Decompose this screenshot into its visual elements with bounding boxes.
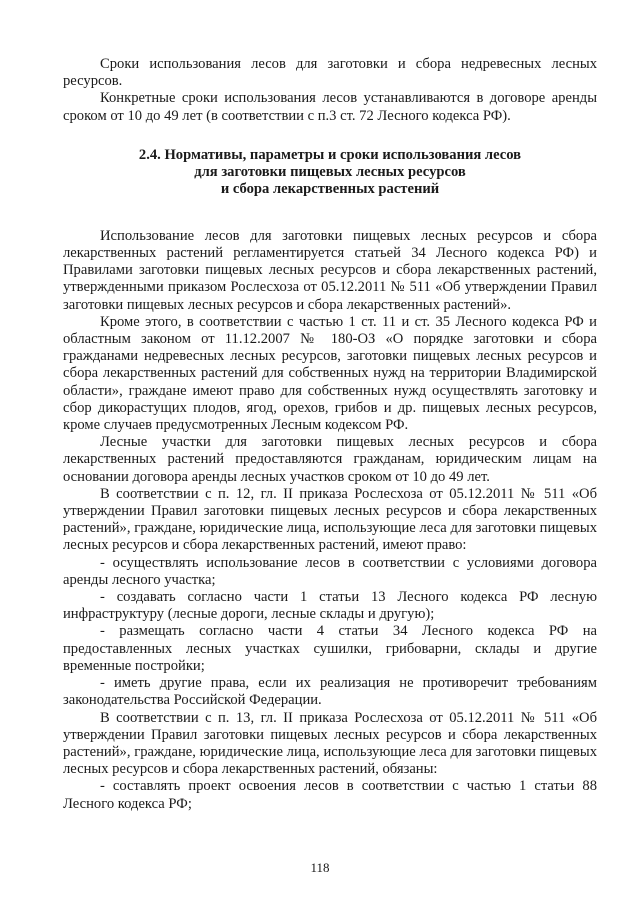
list-item-obligation-1: - составлять проект освоения лесов в соответствии с частью 1 статьи 88 Лесного кодекса РФ; xyxy=(63,778,597,812)
section-title-line-2: для заготовки пищевых лесных ресурсов xyxy=(194,163,466,180)
section-title-line-3: и сбора лекарственных растений xyxy=(220,180,440,197)
list-item-right-1: - осуществлять использование лесов в соответствии с условиями договора аренды лесного участка; xyxy=(63,554,597,588)
paragraph-lease-terms: Конкретные сроки использования лесов устанавливаются в договоре аренды сроком от 10 до 49 лет (в соответствии с п.3 ст. 72 Лесного кодекса РФ). xyxy=(63,90,597,124)
list-item-right-2: - создавать согласно части 1 статьи 13 Лесного кодекса РФ лесную инфраструктуру (лесные дороги, лесные склады и другую); xyxy=(63,589,597,623)
paragraph-regulation: Использование лесов для заготовки пищевых лесных ресурсов и сбора лекарственных растений регламентируется статьей 34 Лесного кодекса РФ) и Правилами заготовки пищевых лесных ресурсов и сбора лекарственных растений, утвержденными приказом Рослесхоза от 05.12.2011 № 511 «Об утверждении Правил заготовки пищевых лесных ресурсов и сбора лекарственных растений». xyxy=(63,227,597,313)
paragraph-rights-intro: В соответствии с п. 12, гл. II приказа Рослесхоза от 05.12.2011 № 511 «Об утверждении Правил заготовки пищевых лесных ресурсов и сбора лекарственных растений», граждане, юридические лица, использующие леса для заготовки пищевых лесных ресурсов и сбора лекарственных растений, имеют право: xyxy=(63,485,597,554)
paragraph-non-wood-resources-terms: Сроки использования лесов для заготовки и сбора недревесных лесных ресурсов. xyxy=(63,56,597,90)
list-item-right-4: - иметь другие права, если их реализация не противоречит требованиям законодательства Российской Федерации. xyxy=(63,675,597,709)
section-title-line-1: 2.4. Нормативы, параметры и сроки использования лесов xyxy=(138,146,522,163)
document-page xyxy=(63,56,597,813)
paragraph-lease-provision: Лесные участки для заготовки пищевых лесных ресурсов и сбора лекарственных растений предоставляются гражданам, юридическим лицам на основании договора аренды лесных участков сроком от 10 до 49 лет. xyxy=(63,434,597,485)
paragraph-obligations-intro: В соответствии с п. 13, гл. II приказа Рослесхоза от 05.12.2011 № 511 «Об утверждении Правил заготовки пищевых лесных ресурсов и сбора лекарственных растений», граждане, юридические лица, использующие леса для заготовки пищевых лесных ресурсов и сбора лекарственных растений, обязаны: xyxy=(63,709,597,778)
paragraph-regional-law: Кроме этого, в соответствии с частью 1 ст. 11 и ст. 35 Лесного кодекса РФ и областным законом от 11.12.2007 № 180-ОЗ «О порядке заготовки и сбора гражданами недревесных лесных ресурсов, заготовки пищевых лесных ресурсов и сбора лекарственных растений для собственных нужд на территории Владимирской области», граждане имеют право для собственных нужд осуществлять заготовку и сбор дикорастущих плодов, ягод, орехов, грибов и др. пищевых лесных ресурсов, кроме случаев предусмотренных Лесным кодексом РФ. xyxy=(63,313,597,434)
page-number: 118 xyxy=(310,860,330,875)
list-item-right-3: - размещать согласно части 4 статьи 34 Лесного кодекса РФ на предоставленных лесных участках сушилки, грибоварни, склады и другие временные постройки; xyxy=(63,623,597,674)
section-title xyxy=(63,147,597,198)
